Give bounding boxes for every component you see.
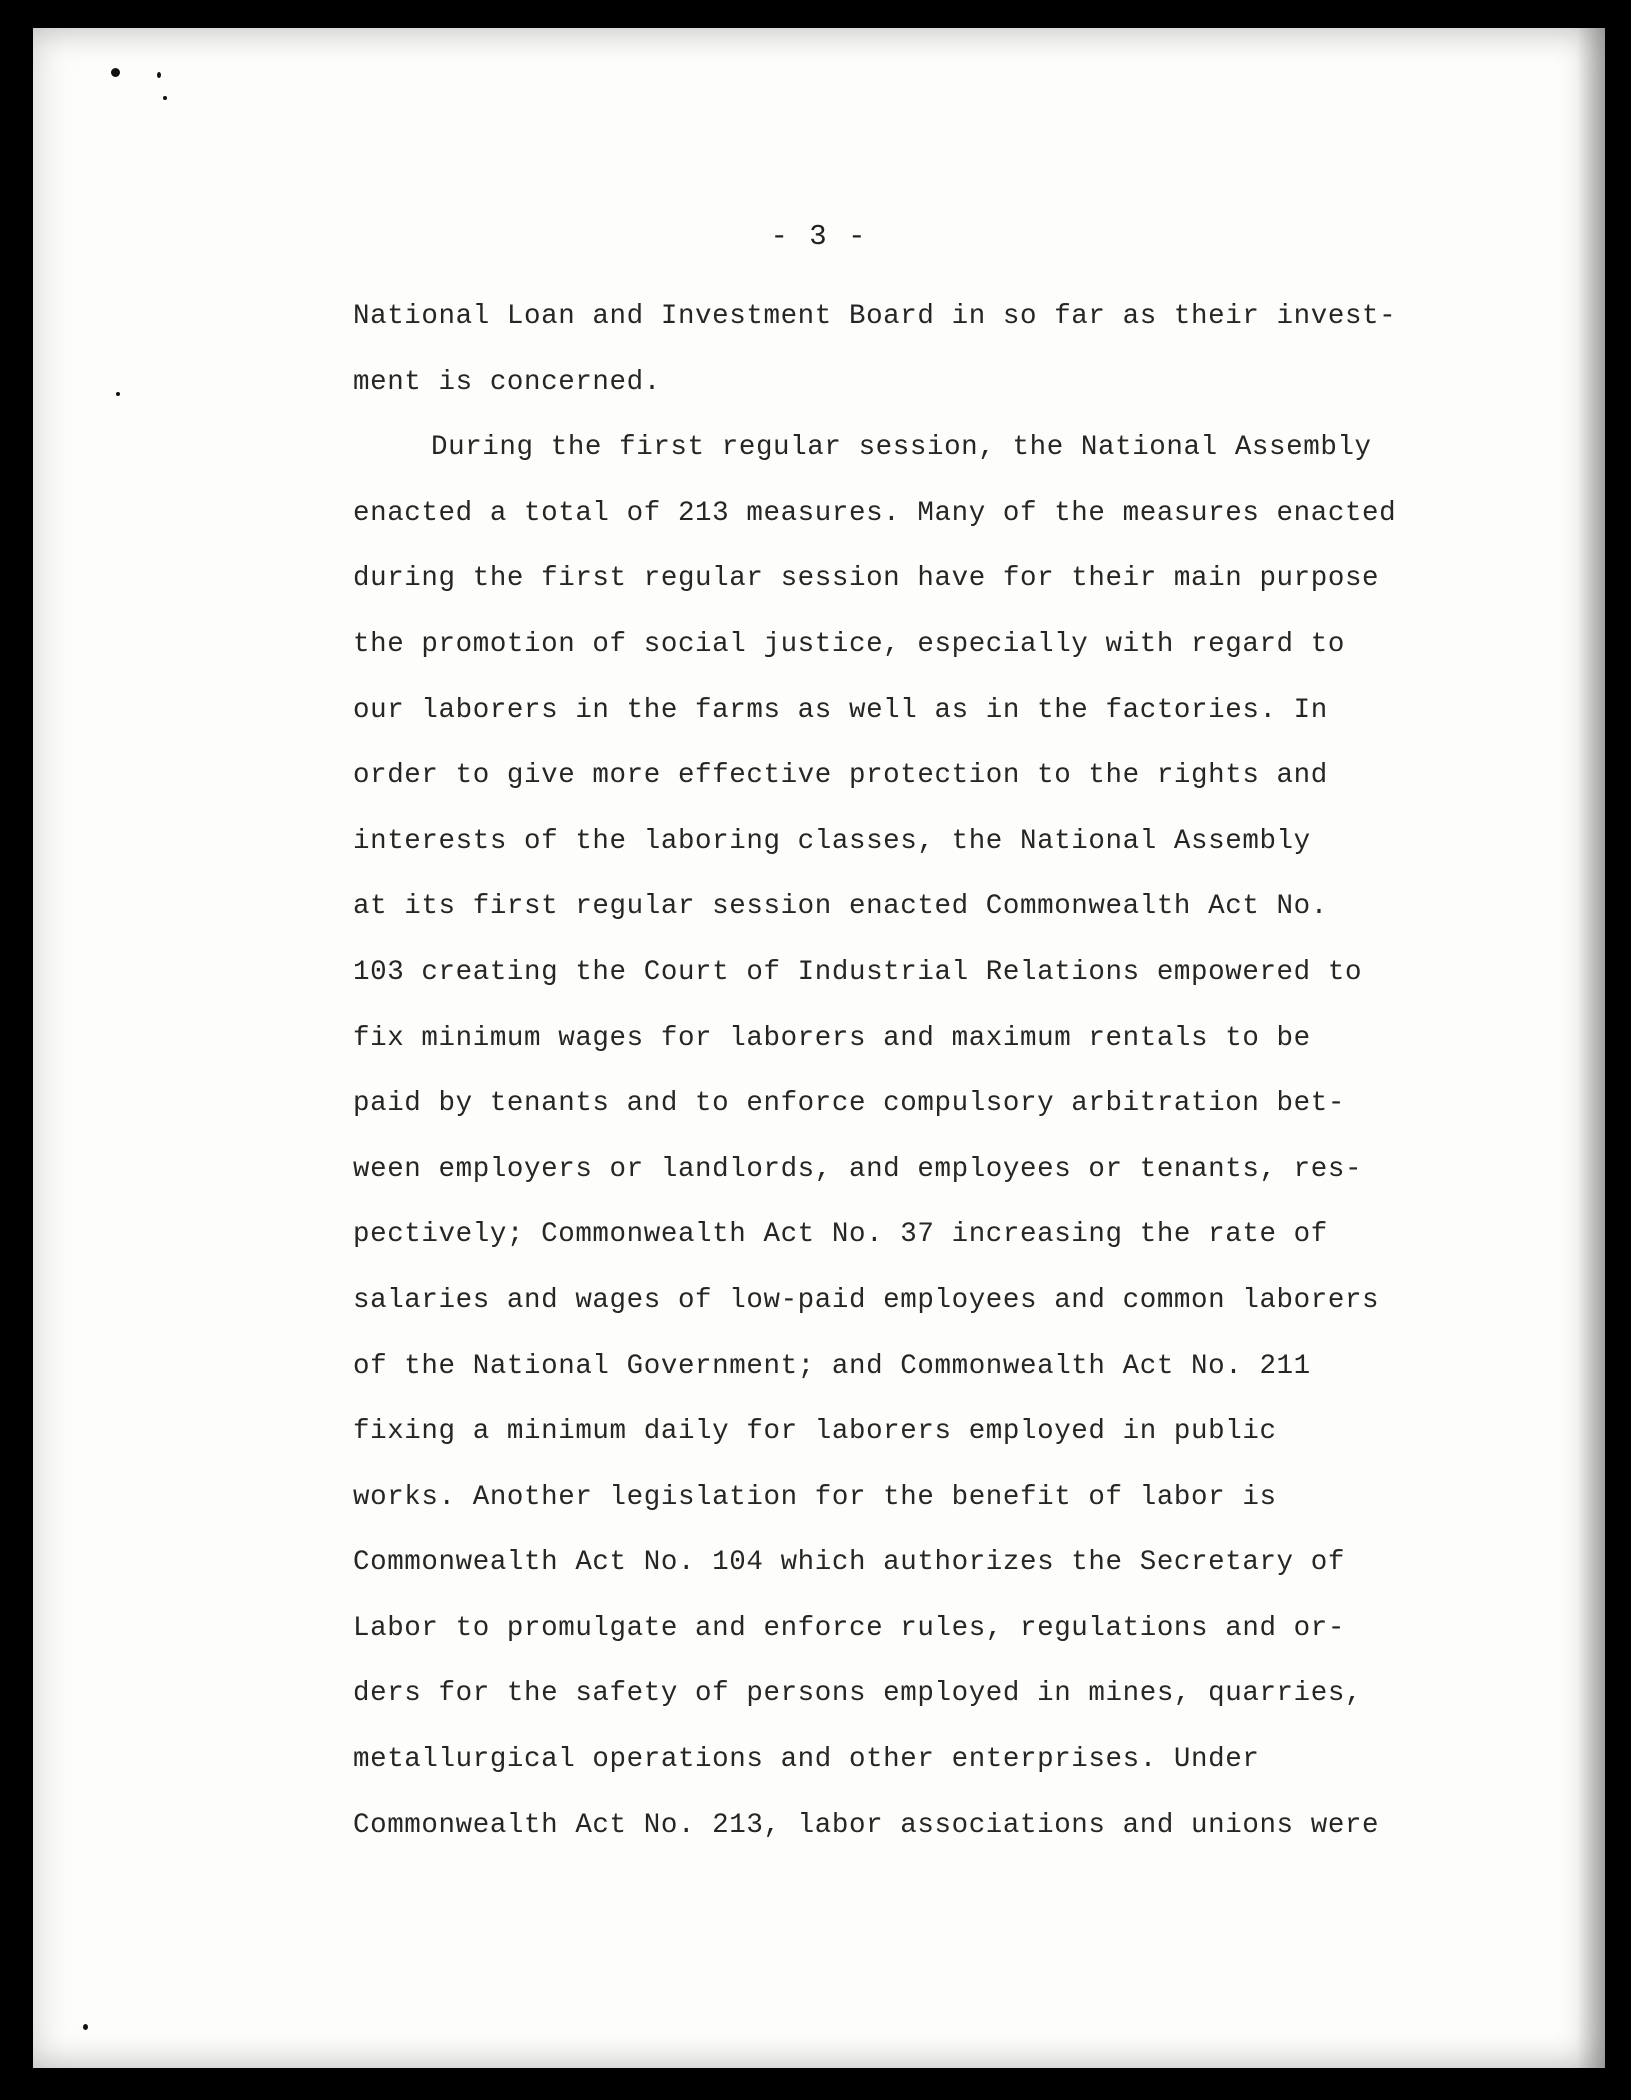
text-line: ment is concerned. [353,366,661,398]
text-line: 103 creating the Court of Industrial Relations empowered to [353,956,1363,988]
text-line: interests of the laboring classes, the National Assembly [353,825,1311,857]
body-text [353,284,1403,1858]
text-line: at its first regular session enacted Commonwealth Act No. [353,891,1328,923]
page-edge-shadow [1577,28,1605,2068]
text-line: paid by tenants and to enforce compulsory arbitration bet- [353,1088,1345,1120]
document-page [33,28,1605,2068]
text-line: ween employers or landlords, and employees or tenants, res- [353,1153,1363,1185]
text-line: during the first regular session have for their main purpose [353,563,1380,595]
ink-speck [83,2024,88,2030]
page-number: - 3 - [770,220,868,253]
ink-speck [116,392,120,396]
text-line: metallurgical operations and other enterprises. Under [353,1744,1260,1776]
text-line: enacted a total of 213 measures. Many of the measures enacted [353,497,1397,529]
text-line: order to give more effective protection to the rights and [353,760,1328,792]
text-line: National Loan and Investment Board in so far as their invest- [353,301,1397,332]
text-line: works. Another legislation for the benefit of labor is [353,1481,1277,1513]
text-line: During the first regular session, the National Assembly [431,432,1372,464]
text-line: ders for the safety of persons employed in mines, quarries, [353,1678,1363,1710]
text-line: fix minimum wages for laborers and maximum rentals to be [353,1022,1311,1054]
text-line: salaries and wages of low-paid employees and common laborers [353,1284,1380,1316]
ink-speck [163,96,167,100]
text-line: Labor to promulgate and enforce rules, regulations and or- [353,1612,1345,1644]
text-line: fixing a minimum daily for laborers employed in public [353,1416,1277,1448]
text-line: of the National Government; and Commonwealth Act No. 211 [353,1350,1311,1382]
text-line: the promotion of social justice, especially with regard to [353,628,1345,660]
text-line: Commonwealth Act No. 213, labor associations and unions were [353,1809,1380,1841]
text-line: Commonwealth Act No. 104 which authorizes the Secretary of [353,1547,1345,1579]
text-line: pectively; Commonwealth Act No. 37 increasing the rate of [353,1219,1328,1251]
text-line: our laborers in the farms as well as in the factories. In [353,694,1328,726]
ink-speck [157,72,161,78]
ink-speck [111,68,120,77]
